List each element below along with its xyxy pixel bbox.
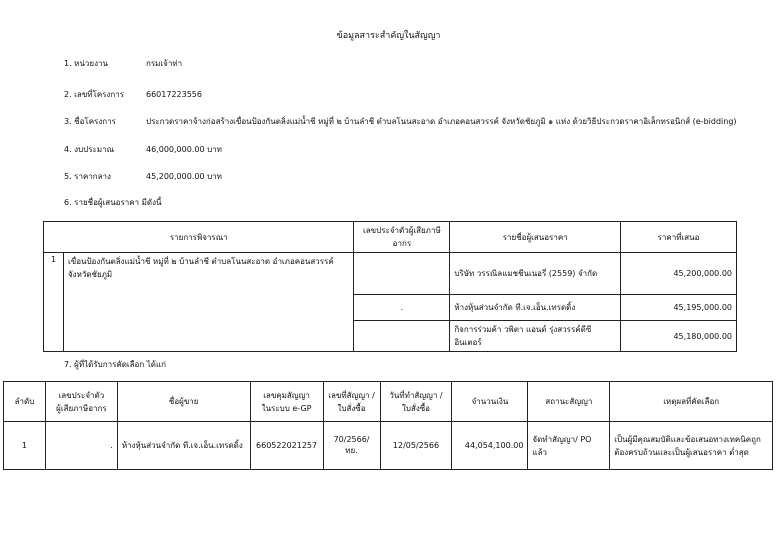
column-header: เลขที่สัญญา / ใบสั่งซื้อ — [323, 382, 380, 422]
info-label: 2. เลขที่โครงการ — [64, 90, 125, 99]
column-header: เหตุผลที่คัดเลือก — [610, 382, 773, 422]
table-row — [44, 253, 737, 295]
info-budget — [64, 143, 222, 156]
bid-price: 45,195,000.00 — [621, 295, 737, 321]
bidder-name: กิจการร่วมค้า วพิตา แอนด์ รุ่งสวรรค์ดีซีอินเตอร์ — [450, 321, 621, 352]
vendor-name: ห้างหุ้นส่วนจำกัด ที.เจ.เอ็น.เทรดดิ้ง — [117, 422, 250, 470]
column-header: จำนวนเงิน — [452, 382, 528, 422]
table-header-row — [44, 222, 737, 253]
tax-id-cell: . — [45, 422, 117, 470]
item-number: 1 — [44, 253, 64, 352]
column-header: รายชื่อผู้เสนอราคา — [450, 222, 621, 253]
bidders-table — [43, 221, 737, 352]
info-label: 1. หน่วยงาน — [64, 59, 108, 68]
info-value: 45,200,000.00 บาท — [146, 172, 222, 181]
bidder-name: ห้างหุ้นส่วนจำกัด ที.เจ.เอ็น.เทรดดิ้ง — [450, 295, 621, 321]
column-header: ราคาที่เสนอ — [621, 222, 737, 253]
column-header: เลขประจำตัวผู้เสียภาษีอากร — [354, 222, 450, 253]
tax-id-cell: . — [354, 295, 450, 321]
info-label: 3. ชื่อโครงการ — [64, 117, 116, 126]
contract-number: 70/2566/ทย. — [323, 422, 380, 470]
page-title: ข้อมูลสาระสำคัญในสัญญา — [336, 31, 441, 41]
info-value: 46,000,000.00 บาท — [146, 145, 222, 154]
info-project-name — [64, 115, 737, 128]
info-value: กรมเจ้าท่า — [146, 59, 183, 68]
column-header: เลขคุมสัญญา ในระบบ e-GP — [250, 382, 323, 422]
info-value: 66017223556 — [146, 90, 202, 99]
selection-reason: เป็นผู้มีคุณสมบัติและข้อเสนอทางเทคนิคถูกต้องครบถ้วนและเป็นผู้เสนอราคา ต่ำสุด — [610, 422, 773, 470]
info-label: 4. งบประมาณ — [64, 145, 115, 154]
tax-id-cell — [354, 253, 450, 295]
row-number: 1 — [4, 422, 46, 470]
column-header: สถานะสัญญา — [528, 382, 610, 422]
bidder-name: บริษัท วรรณิลแมชชีนเนอรี่ (2559) จำกัด — [450, 253, 621, 295]
contract-date: 12/05/2566 — [380, 422, 452, 470]
contract-status: จัดทำสัญญา/ PO แล้ว — [528, 422, 610, 470]
table-row — [4, 422, 773, 470]
info-median-price — [64, 170, 222, 183]
contract-amount: 44,054,100.00 — [452, 422, 528, 470]
table-header-row — [4, 382, 773, 422]
bid-price: 45,180,000.00 — [621, 321, 737, 352]
column-header: วันที่ทำสัญญา / ใบสั่งซื้อ — [380, 382, 452, 422]
column-header: เลขประจำตัว ผู้เสียภาษีอากร — [45, 382, 117, 422]
selected-vendor-table — [3, 381, 773, 470]
section-bidders-heading: 6. รายชื่อผู้เสนอราคา มีดังนี้ — [64, 198, 162, 207]
info-project-number — [64, 88, 202, 101]
column-header: ลำดับ — [4, 382, 46, 422]
tax-id-cell — [354, 321, 450, 352]
column-header: รายการพิจารณา — [44, 222, 354, 253]
egp-control-number: 660522021257 — [250, 422, 323, 470]
info-agency — [64, 57, 182, 70]
info-label: 5. ราคากลาง — [64, 172, 111, 181]
info-value: ประกวดราคาจ้างก่อสร้างเขื่อนป้องกันตลิ่งแม่น้ำชี หมู่ที่ ๒ บ้านลำชี ตำบลโนนสะอาด อำเภอคอนสวรรค์ จังหวัดชัยภูมิ ๑ แห่ง ด้วยวิธีประกวดราคาอิเล็กทรอนิกส์ (e-bidding) — [146, 117, 737, 126]
section-selected-heading: 7. ผู้ที่ได้รับการคัดเลือก ได้แก่ — [64, 360, 166, 369]
column-header: ชื่อผู้ขาย — [117, 382, 250, 422]
item-description: เขื่อนป้องกันตลิ่งแม่น้ำชี หมู่ที่ ๒ บ้านลำชี ตำบลโนนสะอาด อำเภอคอนสวรรค์ จังหวัดชัยภูมิ — [63, 253, 353, 352]
bid-price: 45,200,000.00 — [621, 253, 737, 295]
